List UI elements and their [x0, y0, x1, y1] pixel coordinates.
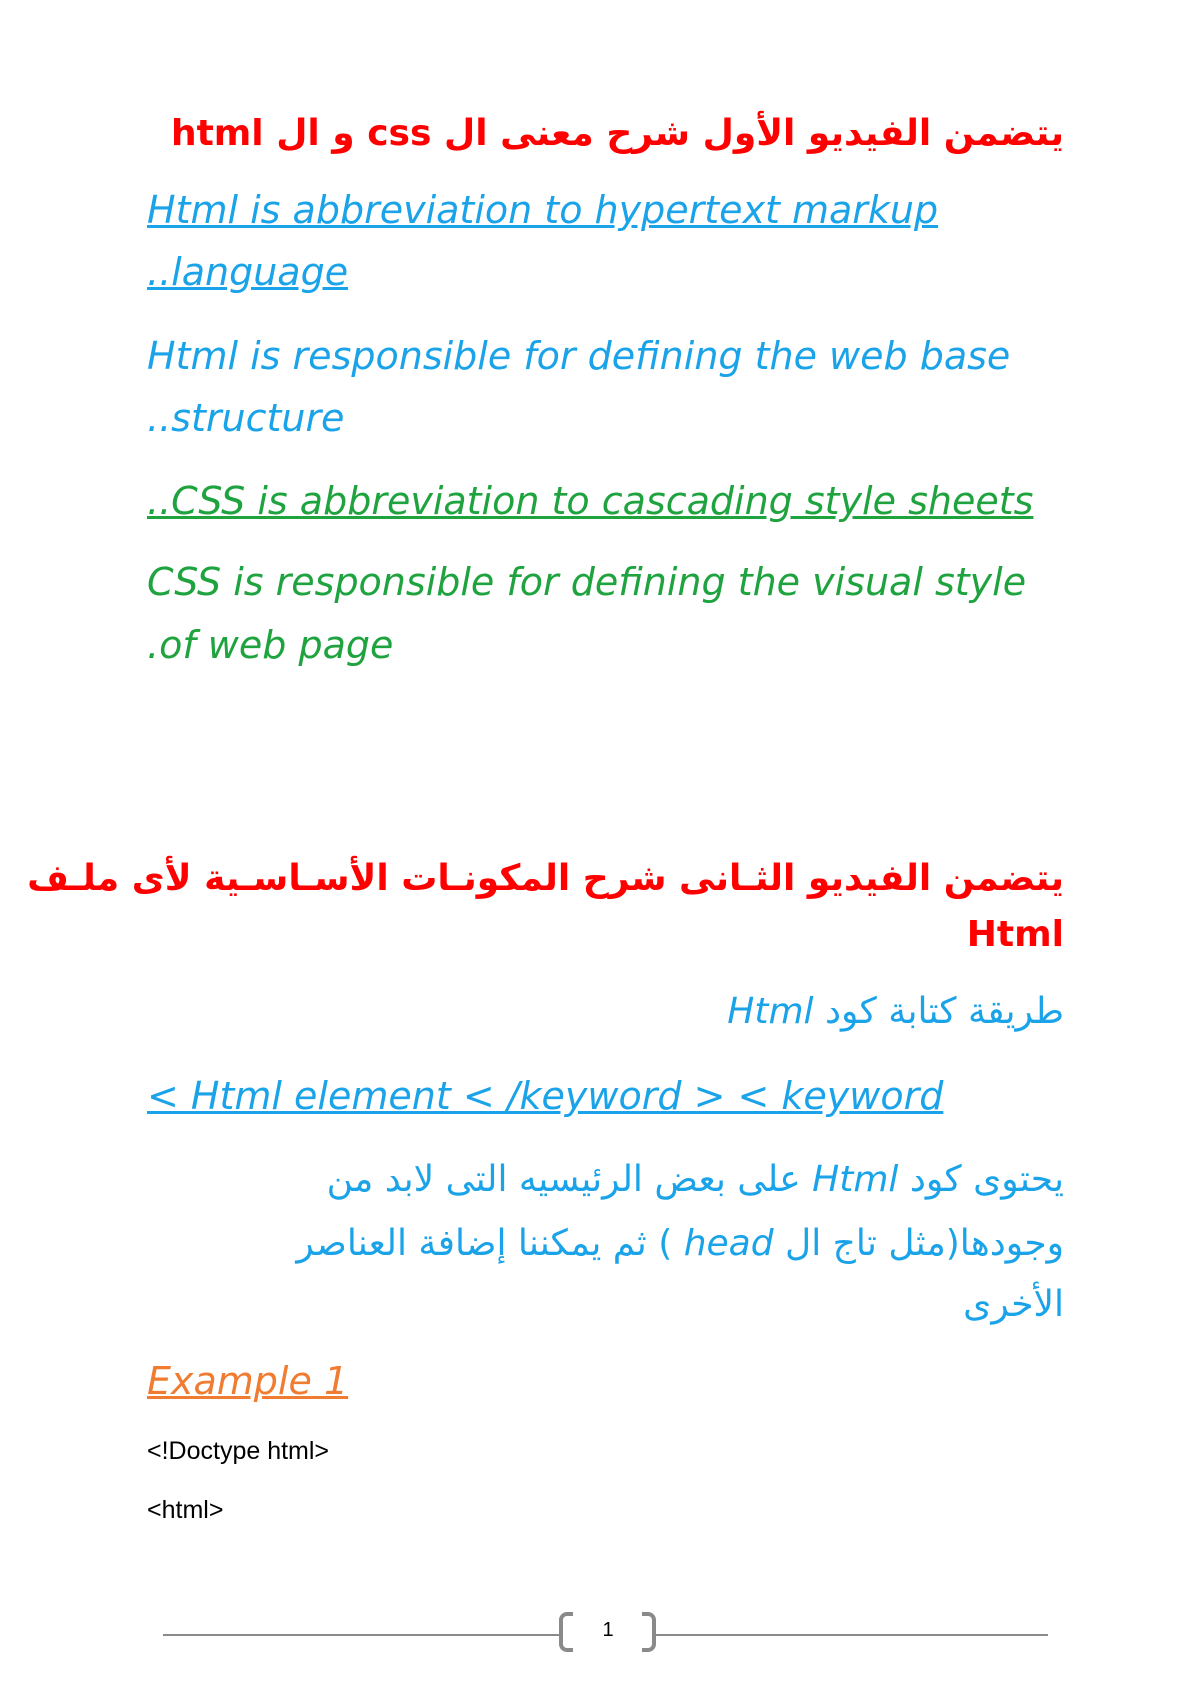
- page-number: 1: [602, 1619, 614, 1641]
- code-line-doctype: <!Doctype html>: [147, 1437, 330, 1465]
- css-definition: ..CSS is abbreviation to cascading style sheets: [147, 479, 1034, 523]
- contains-line2: [296, 1222, 1064, 1265]
- section2-heading-line2: Html: [966, 914, 1064, 955]
- section2-heading-line1: يتضمن الفيديو الثـانى شرح المكونـات الأسـاسـية لأى ملـف: [27, 858, 1064, 899]
- element-syntax: < Html element < /keyword > < keyword: [147, 1074, 944, 1118]
- css-responsibility-line1: CSS is responsible for defining the visual style: [147, 560, 1027, 604]
- method-latin-text: Html: [727, 991, 814, 1032]
- html-definition-line1: Html is abbreviation to hypertext markup: [147, 188, 939, 232]
- section1-heading: يتضمن الفيديو الأول شرح معنى ال css و ال html: [170, 113, 1064, 154]
- footer-left-brace: [559, 1612, 573, 1652]
- css-responsibility-line2: .of web page: [147, 623, 394, 667]
- method-arabic-text: طريقة كتابة كود: [825, 991, 1064, 1032]
- footer-right-brace: [642, 1612, 656, 1652]
- contains-latin-1: Html: [812, 1159, 899, 1200]
- contains-text-2: على بعض الرئيسيه التى لابد من: [326, 1159, 801, 1200]
- contains-line1: [327, 1158, 1064, 1201]
- html-definition-line2: ..language: [147, 250, 349, 294]
- contains-text-4: ) ثم يمكننا إضافة العناصر: [296, 1223, 673, 1264]
- contains-text-1: يحتوى كود: [909, 1159, 1064, 1200]
- html-responsibility-line2: ..structure: [147, 396, 345, 440]
- html-responsibility-line1: Html is responsible for defining the web base: [147, 334, 1011, 378]
- code-line-html: <html>: [147, 1496, 224, 1524]
- footer-rule-left: [163, 1634, 563, 1636]
- contains-latin-2: head: [683, 1223, 774, 1264]
- footer-rule-right: [652, 1634, 1048, 1636]
- code-writing-method: [727, 990, 1064, 1033]
- contains-line3: الأخرى: [963, 1284, 1064, 1325]
- example-title: Example 1: [147, 1359, 349, 1403]
- contains-text-3: وجودها(مثل تاج ال: [785, 1223, 1064, 1264]
